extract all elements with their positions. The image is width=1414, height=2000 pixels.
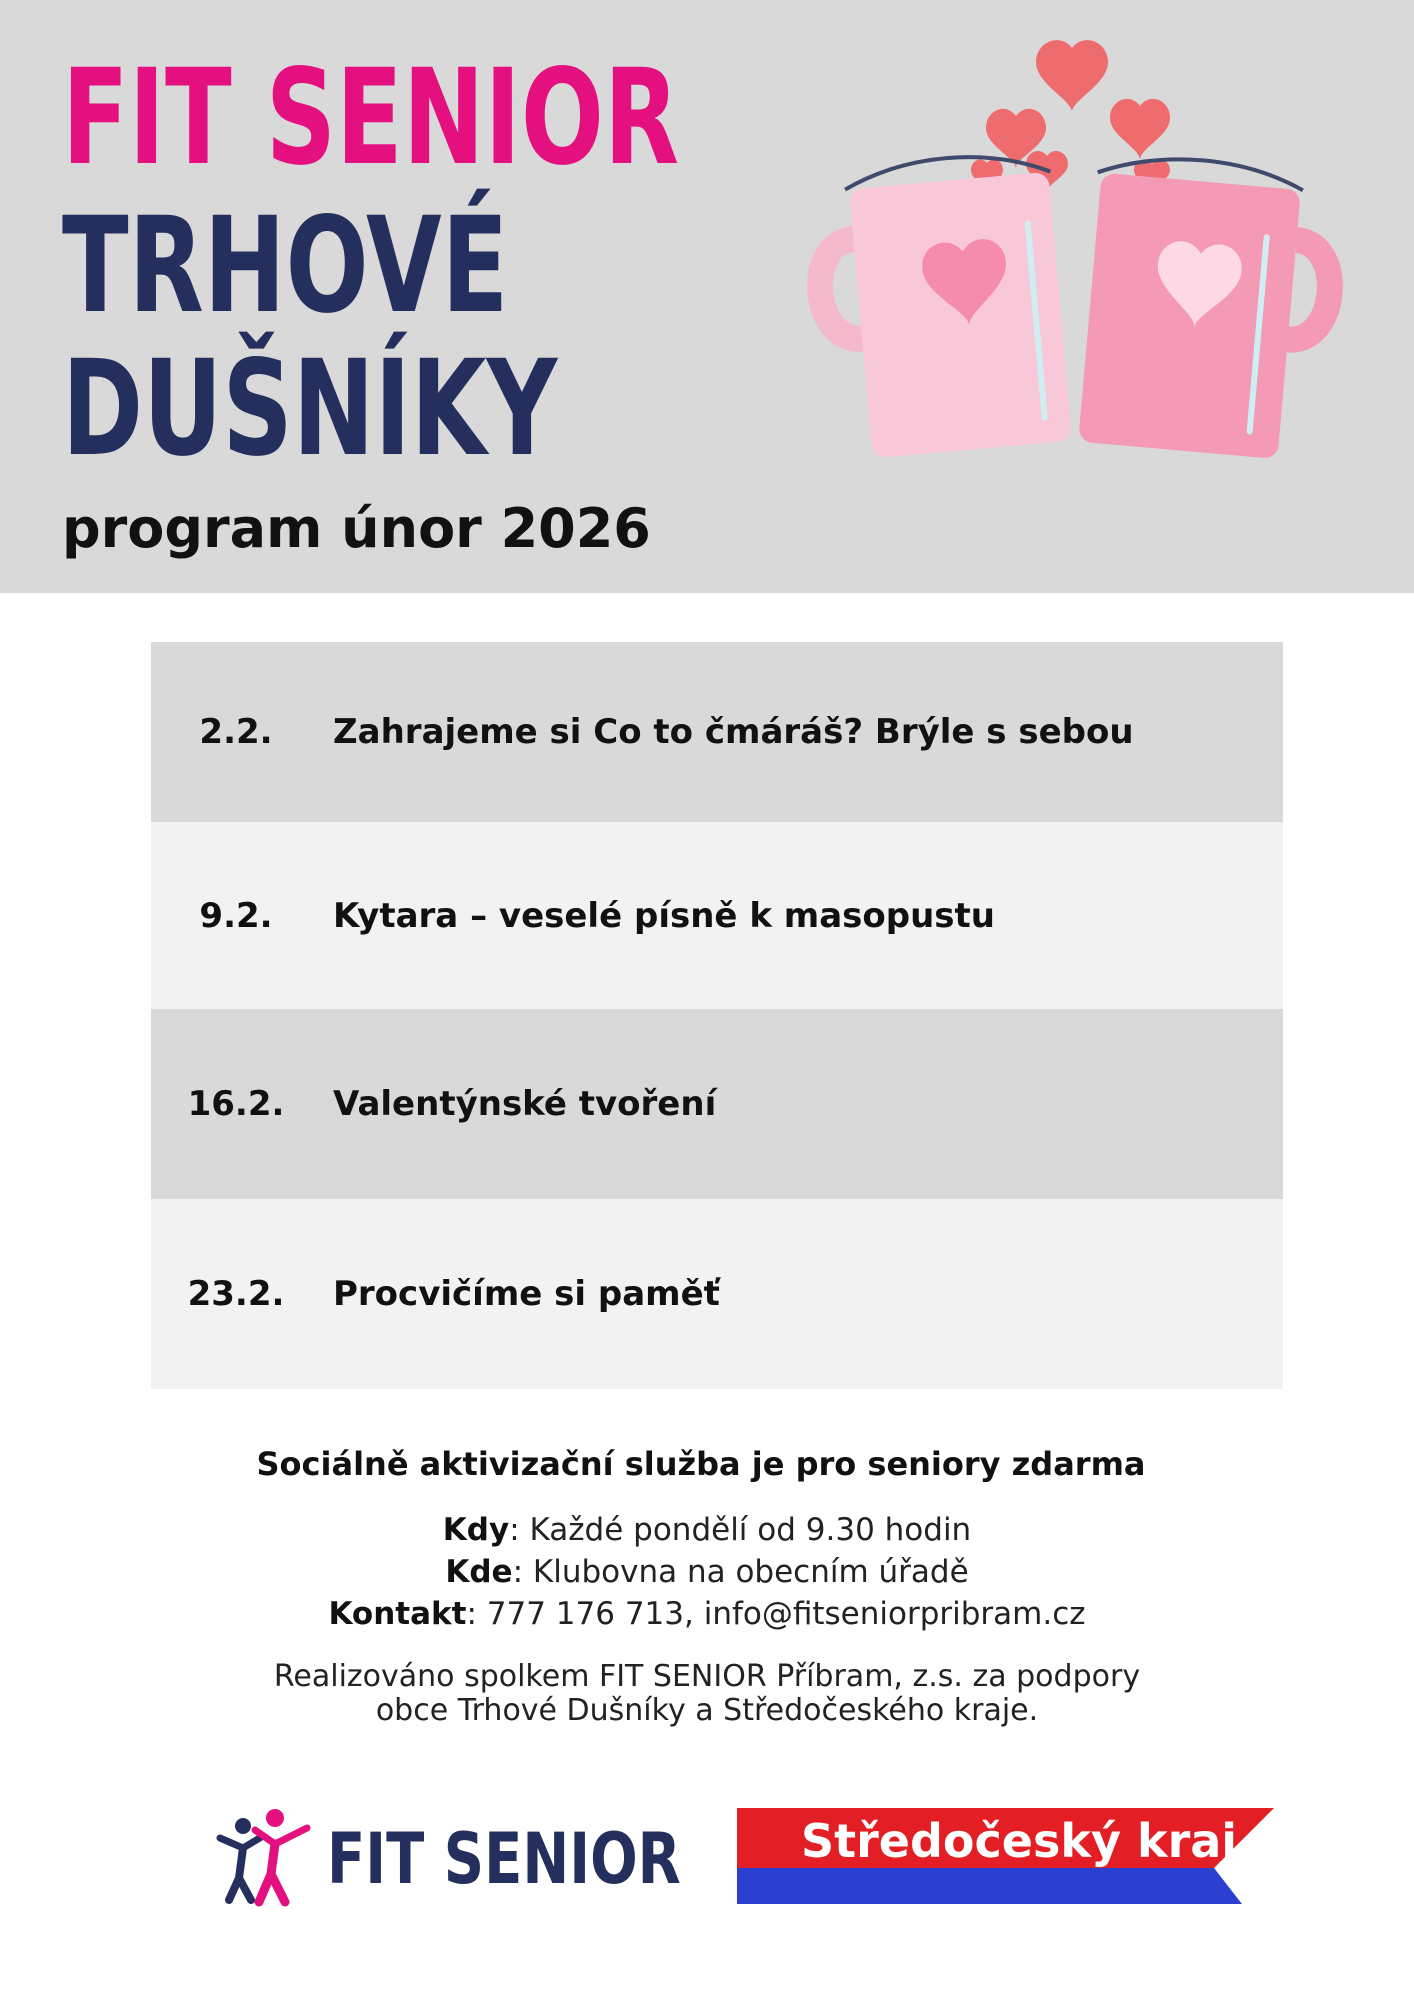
left-mug: [810, 149, 1074, 461]
schedule-table: [151, 642, 1283, 1389]
where-label: Kde: [445, 1554, 513, 1590]
schedule-activity: Procvičíme si paměť: [333, 1274, 720, 1314]
right-mug: [1074, 151, 1340, 462]
heart-icon: [1110, 99, 1170, 160]
title-fit-senior: FIT SENIOR: [62, 41, 680, 195]
title-town-line2: DUŠNÍKY: [62, 332, 558, 486]
contact-line: [0, 1596, 1414, 1632]
contact-label: Kontakt: [328, 1596, 467, 1632]
fit-senior-logo: [215, 1808, 681, 1908]
header-banner: [0, 0, 1414, 593]
when-label: Kdy: [442, 1512, 510, 1548]
fit-senior-logo-text: FIT SENIOR: [327, 1818, 681, 1900]
fit-senior-figure-icon: [215, 1808, 315, 1908]
stredocesky-kraj-logo: [737, 1808, 1277, 1904]
title-town-line1: TRHOVÉ: [62, 189, 509, 343]
schedule-date: 2.2.: [199, 712, 273, 752]
schedule-date: 23.2.: [187, 1274, 285, 1314]
schedule-activity: Zahrajeme si Co to čmáráš? Brýle s sebou: [333, 712, 1134, 752]
schedule-row: [151, 642, 1283, 822]
region-logo-text: Středočeský kraj: [801, 1814, 1238, 1868]
schedule-row: [151, 822, 1283, 1009]
mugs-hearts-illustration: [790, 30, 1390, 480]
heart-icon: [1036, 40, 1108, 112]
free-service-note: Sociálně aktivizační služba je pro seniory zdarma: [256, 1445, 1146, 1483]
schedule-activity: Kytara – veselé písně k masopustu: [333, 895, 995, 936]
where-value: : Klubovna na obecním úřadě: [512, 1554, 969, 1590]
schedule-activity: Valentýnské tvoření: [333, 1084, 717, 1124]
schedule-row: [151, 1009, 1283, 1199]
when-line: [0, 1512, 1414, 1548]
contact-value: : 777 176 713, info@fitseniorpribram.cz: [466, 1596, 1086, 1632]
when-value: : Každé pondělí od 9.30 hodin: [509, 1512, 972, 1548]
credit-line: Realizováno spolkem FIT SENIOR Příbram, z.s. za podpory: [273, 1659, 1141, 1694]
schedule-date: 16.2.: [187, 1084, 285, 1124]
schedule-row: [151, 1199, 1283, 1389]
credit-line: obce Trhové Dušníky a Středočeského kraje.: [375, 1693, 1039, 1728]
schedule-date: 9.2.: [199, 895, 273, 936]
where-line: [0, 1554, 1414, 1590]
program-subtitle: program únor 2026: [62, 497, 651, 560]
credit-text: [0, 1660, 1414, 1728]
